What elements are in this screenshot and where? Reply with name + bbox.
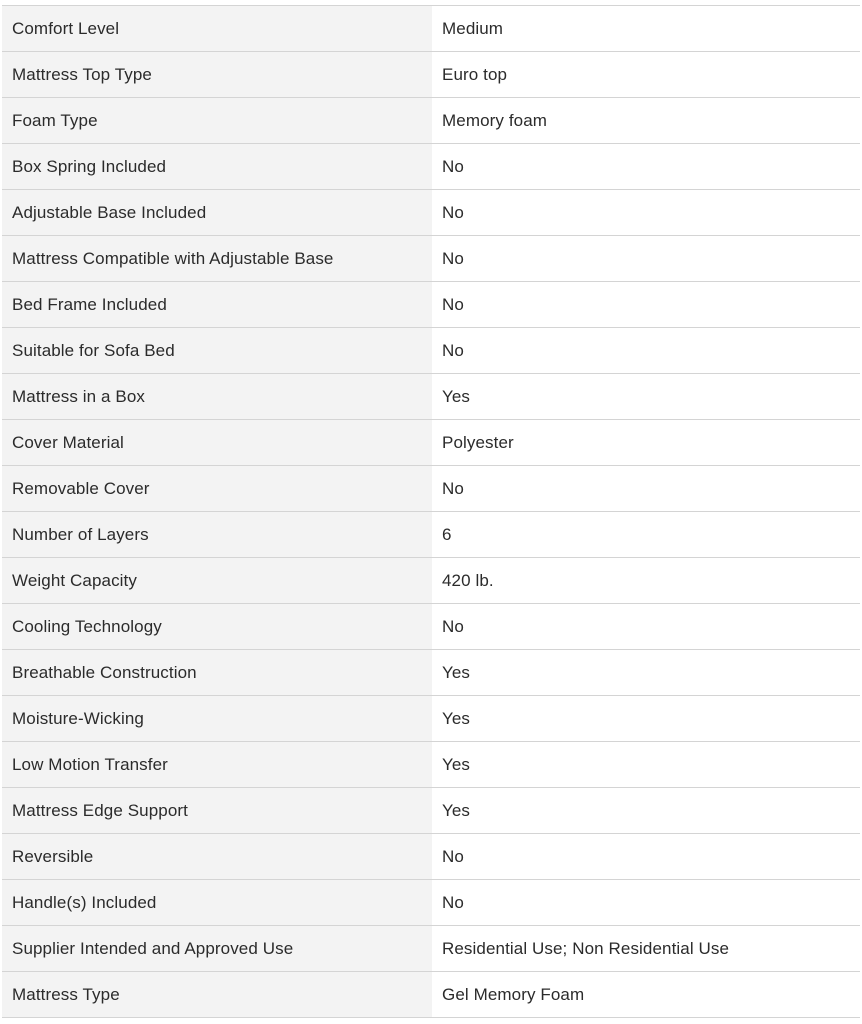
spec-row-handles-included <box>2 880 860 926</box>
spec-row-weight-capacity <box>2 558 860 604</box>
spec-label: Mattress Top Type <box>2 52 432 97</box>
spec-label: Adjustable Base Included <box>2 190 432 235</box>
spec-label: Number of Layers <box>2 512 432 557</box>
spec-label: Mattress in a Box <box>2 374 432 419</box>
spec-row-box-spring-included <box>2 144 860 190</box>
spec-row-number-of-layers <box>2 512 860 558</box>
spec-row-moisture-wicking <box>2 696 860 742</box>
spec-value: Yes <box>432 742 860 787</box>
spec-row-removable-cover <box>2 466 860 512</box>
spec-label: Comfort Level <box>2 6 432 51</box>
spec-value: No <box>432 328 860 373</box>
spec-label: Removable Cover <box>2 466 432 511</box>
spec-value: No <box>432 282 860 327</box>
spec-row-mattress-type <box>2 972 860 1018</box>
spec-value: No <box>432 236 860 281</box>
spec-value: Yes <box>432 788 860 833</box>
spec-value: Gel Memory Foam <box>432 972 860 1017</box>
spec-label: Supplier Intended and Approved Use <box>2 926 432 971</box>
spec-label: Breathable Construction <box>2 650 432 695</box>
spec-label: Cover Material <box>2 420 432 465</box>
spec-value: Euro top <box>432 52 860 97</box>
spec-label: Mattress Type <box>2 972 432 1017</box>
spec-value: Yes <box>432 650 860 695</box>
spec-row-low-motion-transfer <box>2 742 860 788</box>
spec-value: No <box>432 144 860 189</box>
spec-label: Cooling Technology <box>2 604 432 649</box>
spec-row-adjustable-base-compatible <box>2 236 860 282</box>
spec-label: Handle(s) Included <box>2 880 432 925</box>
spec-value: Yes <box>432 696 860 741</box>
spec-row-adjustable-base-included <box>2 190 860 236</box>
spec-value: 420 lb. <box>432 558 860 603</box>
spec-row-sofa-bed <box>2 328 860 374</box>
specifications-table <box>2 5 860 1018</box>
spec-label: Box Spring Included <box>2 144 432 189</box>
spec-row-mattress-in-box <box>2 374 860 420</box>
spec-value: No <box>432 880 860 925</box>
spec-row-mattress-top-type <box>2 52 860 98</box>
spec-row-reversible <box>2 834 860 880</box>
spec-value: No <box>432 604 860 649</box>
spec-value: Medium <box>432 6 860 51</box>
spec-label: Suitable for Sofa Bed <box>2 328 432 373</box>
spec-row-edge-support <box>2 788 860 834</box>
spec-row-comfort-level <box>2 6 860 52</box>
spec-value: No <box>432 190 860 235</box>
spec-row-cooling-technology <box>2 604 860 650</box>
spec-value: No <box>432 466 860 511</box>
spec-row-approved-use <box>2 926 860 972</box>
spec-value: Polyester <box>432 420 860 465</box>
spec-label: Foam Type <box>2 98 432 143</box>
spec-row-cover-material <box>2 420 860 466</box>
spec-label: Reversible <box>2 834 432 879</box>
spec-label: Mattress Edge Support <box>2 788 432 833</box>
spec-value: Yes <box>432 374 860 419</box>
spec-value: 6 <box>432 512 860 557</box>
spec-row-foam-type <box>2 98 860 144</box>
spec-row-breathable-construction <box>2 650 860 696</box>
spec-label: Moisture-Wicking <box>2 696 432 741</box>
spec-label: Weight Capacity <box>2 558 432 603</box>
spec-row-bed-frame-included <box>2 282 860 328</box>
spec-value: Memory foam <box>432 98 860 143</box>
spec-label: Bed Frame Included <box>2 282 432 327</box>
spec-value: No <box>432 834 860 879</box>
spec-label: Low Motion Transfer <box>2 742 432 787</box>
spec-label: Mattress Compatible with Adjustable Base <box>2 236 432 281</box>
spec-value: Residential Use; Non Residential Use <box>432 926 860 971</box>
